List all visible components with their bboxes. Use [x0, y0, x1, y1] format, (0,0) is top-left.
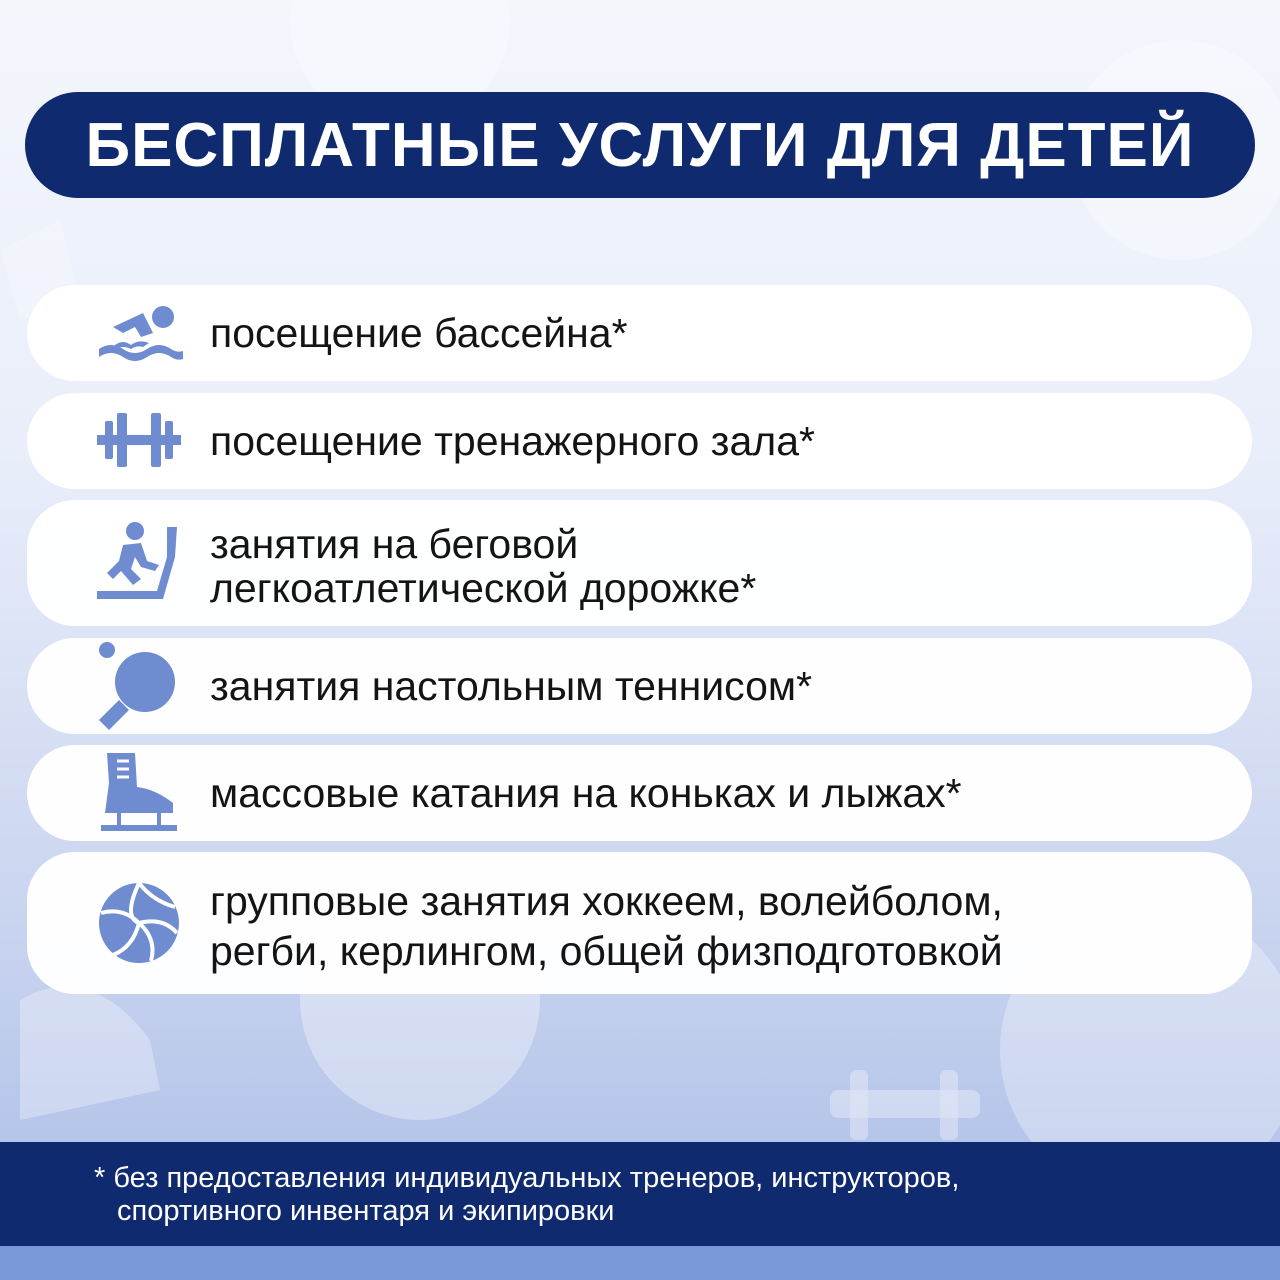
- treadmill-runner-icon: [93, 517, 185, 609]
- service-card-pool: [27, 285, 1252, 381]
- footnote-bar: [0, 1142, 1280, 1246]
- ice-skate-icon: [93, 747, 185, 839]
- service-label-line: массовые катания на коньках и лыжах*: [210, 770, 962, 816]
- service-label: [210, 876, 1212, 976]
- service-label-line: посещение бассейна*: [210, 310, 628, 356]
- service-card-table-tennis: [27, 638, 1252, 734]
- title-banner: [25, 92, 1255, 198]
- service-label-line: регби, керлингом, общей физподготовкой: [210, 928, 1003, 974]
- bottom-strip: [0, 1246, 1280, 1280]
- service-card-treadmill: [27, 500, 1252, 626]
- service-label: [210, 522, 1212, 610]
- service-label-line: легкоатлетической дорожке*: [210, 565, 757, 611]
- service-label: [210, 419, 1212, 463]
- service-card-team-sports: [27, 852, 1252, 994]
- table-tennis-icon: [93, 640, 185, 732]
- service-label: [210, 664, 1212, 708]
- volleyball-icon: [93, 877, 185, 969]
- footnote: [94, 1162, 1240, 1228]
- service-label-line: занятия на беговой: [210, 521, 579, 567]
- footnote-line: * без предоставления индивидуальных тренеров, инструкторов,: [94, 1162, 960, 1194]
- service-label-line: групповые занятия хоккеем, волейболом,: [210, 878, 1003, 924]
- service-card-gym: [27, 393, 1252, 489]
- page-title: БЕСПЛАТНЫЕ УСЛУГИ ДЛЯ ДЕТЕЙ: [85, 110, 1195, 180]
- swimming-icon: [93, 287, 185, 379]
- service-label: [210, 311, 1212, 355]
- service-label-line: занятия настольным теннисом*: [210, 663, 813, 709]
- service-label-line: посещение тренажерного зала*: [210, 418, 815, 464]
- footnote-line: спортивного инвентаря и экипировки: [117, 1195, 615, 1227]
- dumbbell-icon: [93, 395, 185, 487]
- service-card-skating: [27, 745, 1252, 841]
- service-label: [210, 771, 1212, 815]
